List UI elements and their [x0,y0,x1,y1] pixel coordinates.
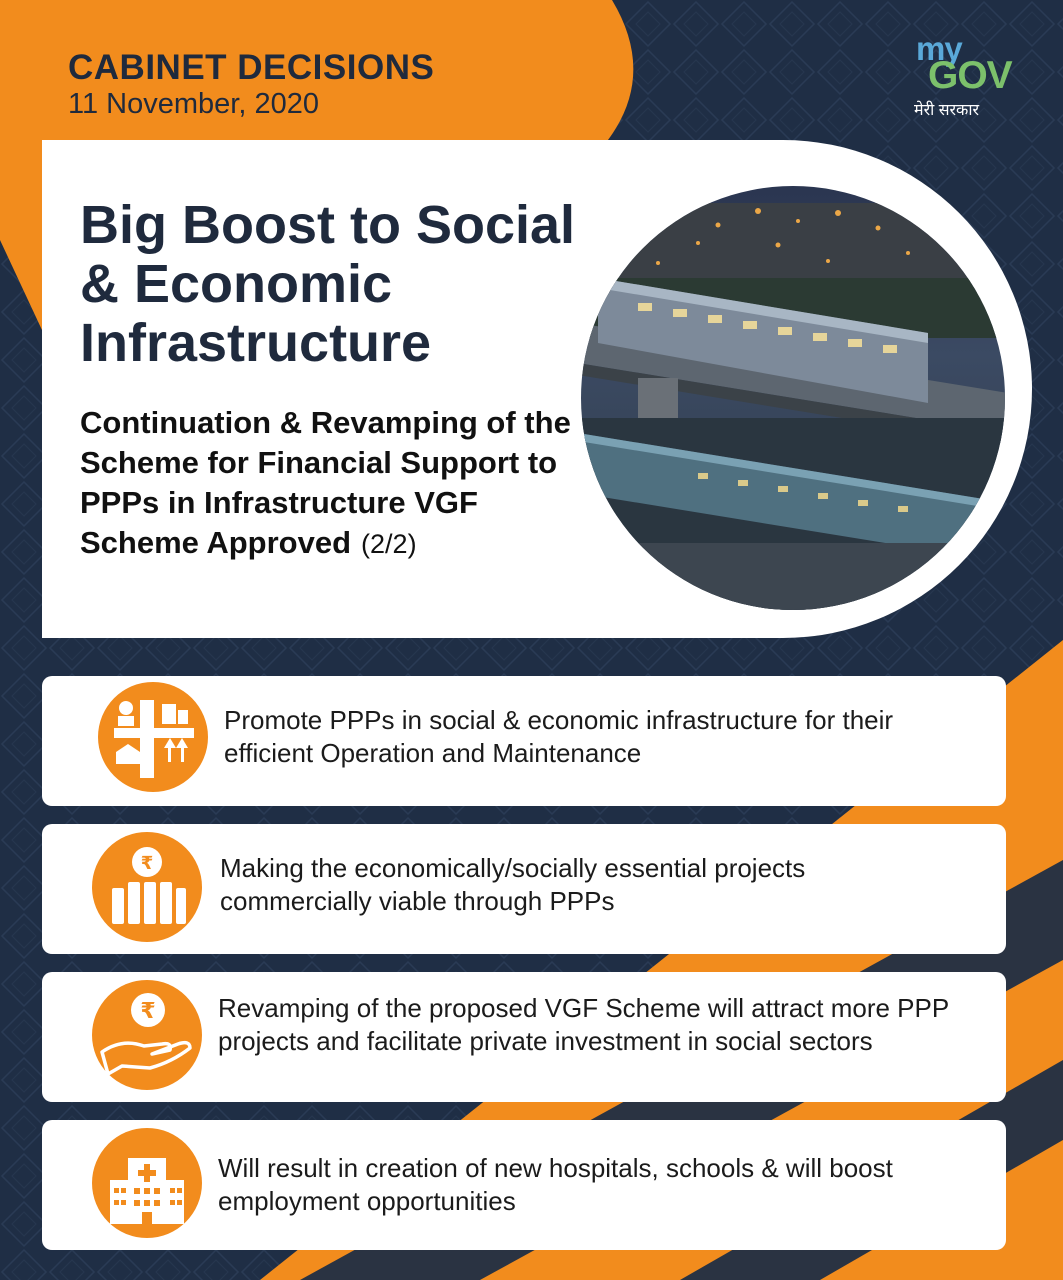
svg-text:₹: ₹ [140,999,156,1024]
point-text-3: Revamping of the proposed VGF Scheme will attract more PPP projects and facilitate private investment in social sectors [218,993,949,1056]
hero-subtitle-text: Continuation & Revamping of the Scheme for Financial Support to PPPs in Infrastructure VGF Scheme Approved [80,405,571,560]
header-date: 11 November, 2020 [68,88,319,120]
header-title: CABINET DECISIONS [68,48,435,87]
point-text-4: Will result in creation of new hospitals, schools & will boost employment opportunities [218,1153,893,1216]
svg-text:₹: ₹ [140,853,154,874]
point-text-2: Making the economically/socially essential projects commercially viable through PPPs [220,853,806,916]
hero-title: Big Boost to Social & Economic Infrastructure [80,195,576,373]
hero-subtitle [80,403,580,564]
point-card-3 [42,972,1006,1102]
rupee-hand-icon [92,980,202,1090]
mygov-logo [914,30,1024,120]
point-card-2 [42,824,1006,954]
point-text-1: Promote PPPs in social & economic infrastructure for their efficient Operation and Maintenance [224,705,894,768]
rupee-coin-bars-icon [92,832,202,942]
hospital-building-icon [92,1128,202,1238]
logo-gov-text: GOV [928,54,1012,97]
point-card-1 [42,676,1006,806]
page-indicator: (2/2) [361,529,417,559]
city-buildings-icon [98,682,208,792]
point-card-4 [42,1120,1006,1250]
logo-my-text: my [916,30,962,67]
metro-train-photo [578,183,1008,613]
logo-tagline: मेरी सरकार [914,102,980,119]
